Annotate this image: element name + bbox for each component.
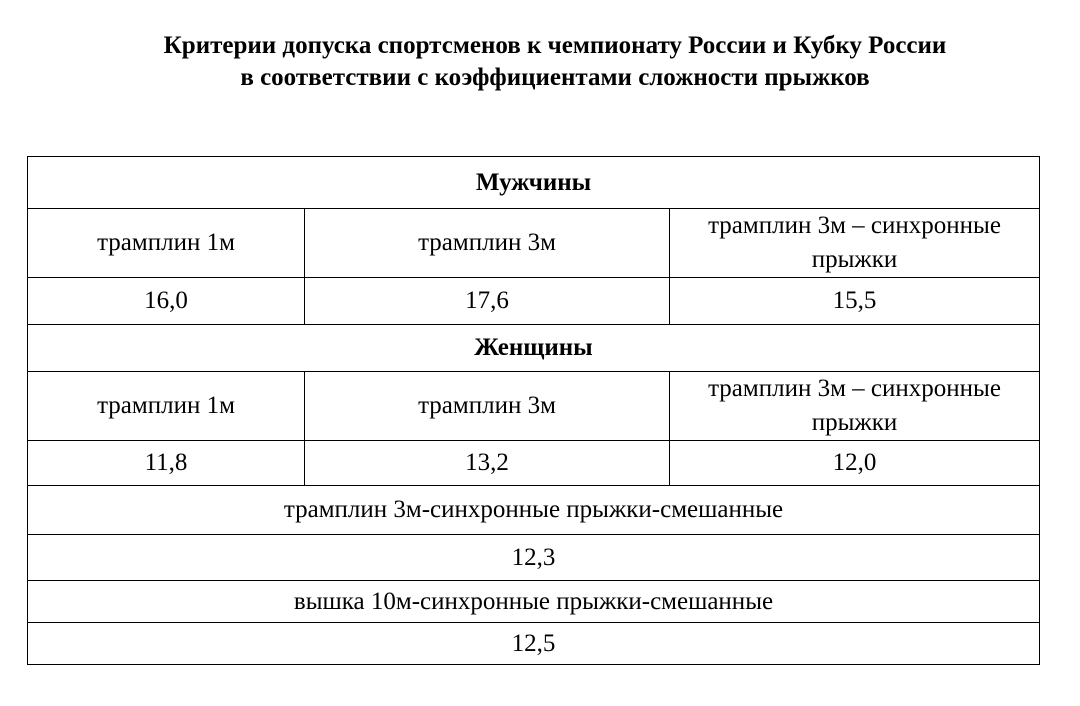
women-label-springboard-3m-synchro: трамплин 3м – синхронные прыжки [670, 372, 1040, 441]
mixed-springboard-label-row [28, 486, 1040, 535]
document-title [0, 30, 1080, 94]
mixed-springboard-value-row [28, 535, 1040, 581]
title-line-1: Критерии допуска спортсменов к чемпионату России и Кубку России [163, 32, 947, 59]
women-section-row [28, 325, 1040, 372]
women-label-springboard-3m: трамплин 3м [305, 372, 670, 441]
men-labels-row [28, 209, 1040, 278]
women-values-row [28, 441, 1040, 486]
mixed-springboard-label: трамплин 3м-синхронные прыжки-смешанные [28, 486, 1040, 535]
criteria-table [27, 156, 1040, 665]
mixed-tower-value-row [28, 623, 1040, 665]
women-value-springboard-3m: 13,2 [305, 441, 670, 486]
mixed-tower-label-row [28, 581, 1040, 623]
title-line-2: в соответствии с коэффициентами сложности прыжков [240, 64, 870, 91]
men-section-row [28, 157, 1040, 209]
men-label-springboard-3m-synchro: трамплин 3м – синхронные прыжки [670, 209, 1040, 278]
mixed-springboard-value: 12,3 [28, 535, 1040, 581]
men-value-springboard-3m: 17,6 [305, 278, 670, 325]
men-value-springboard-1m: 16,0 [28, 278, 305, 325]
men-label-springboard-1m: трамплин 1м [28, 209, 305, 278]
mixed-tower-value: 12,5 [28, 623, 1040, 665]
women-label-springboard-1m: трамплин 1м [28, 372, 305, 441]
men-heading: Мужчины [28, 157, 1040, 209]
women-heading: Женщины [28, 325, 1040, 372]
women-value-springboard-3m-synchro: 12,0 [670, 441, 1040, 486]
mixed-tower-label: вышка 10м-синхронные прыжки-смешанные [28, 581, 1040, 623]
women-value-springboard-1m: 11,8 [28, 441, 305, 486]
men-label-springboard-3m: трамплин 3м [305, 209, 670, 278]
women-labels-row [28, 372, 1040, 441]
men-values-row [28, 278, 1040, 325]
men-value-springboard-3m-synchro: 15,5 [670, 278, 1040, 325]
